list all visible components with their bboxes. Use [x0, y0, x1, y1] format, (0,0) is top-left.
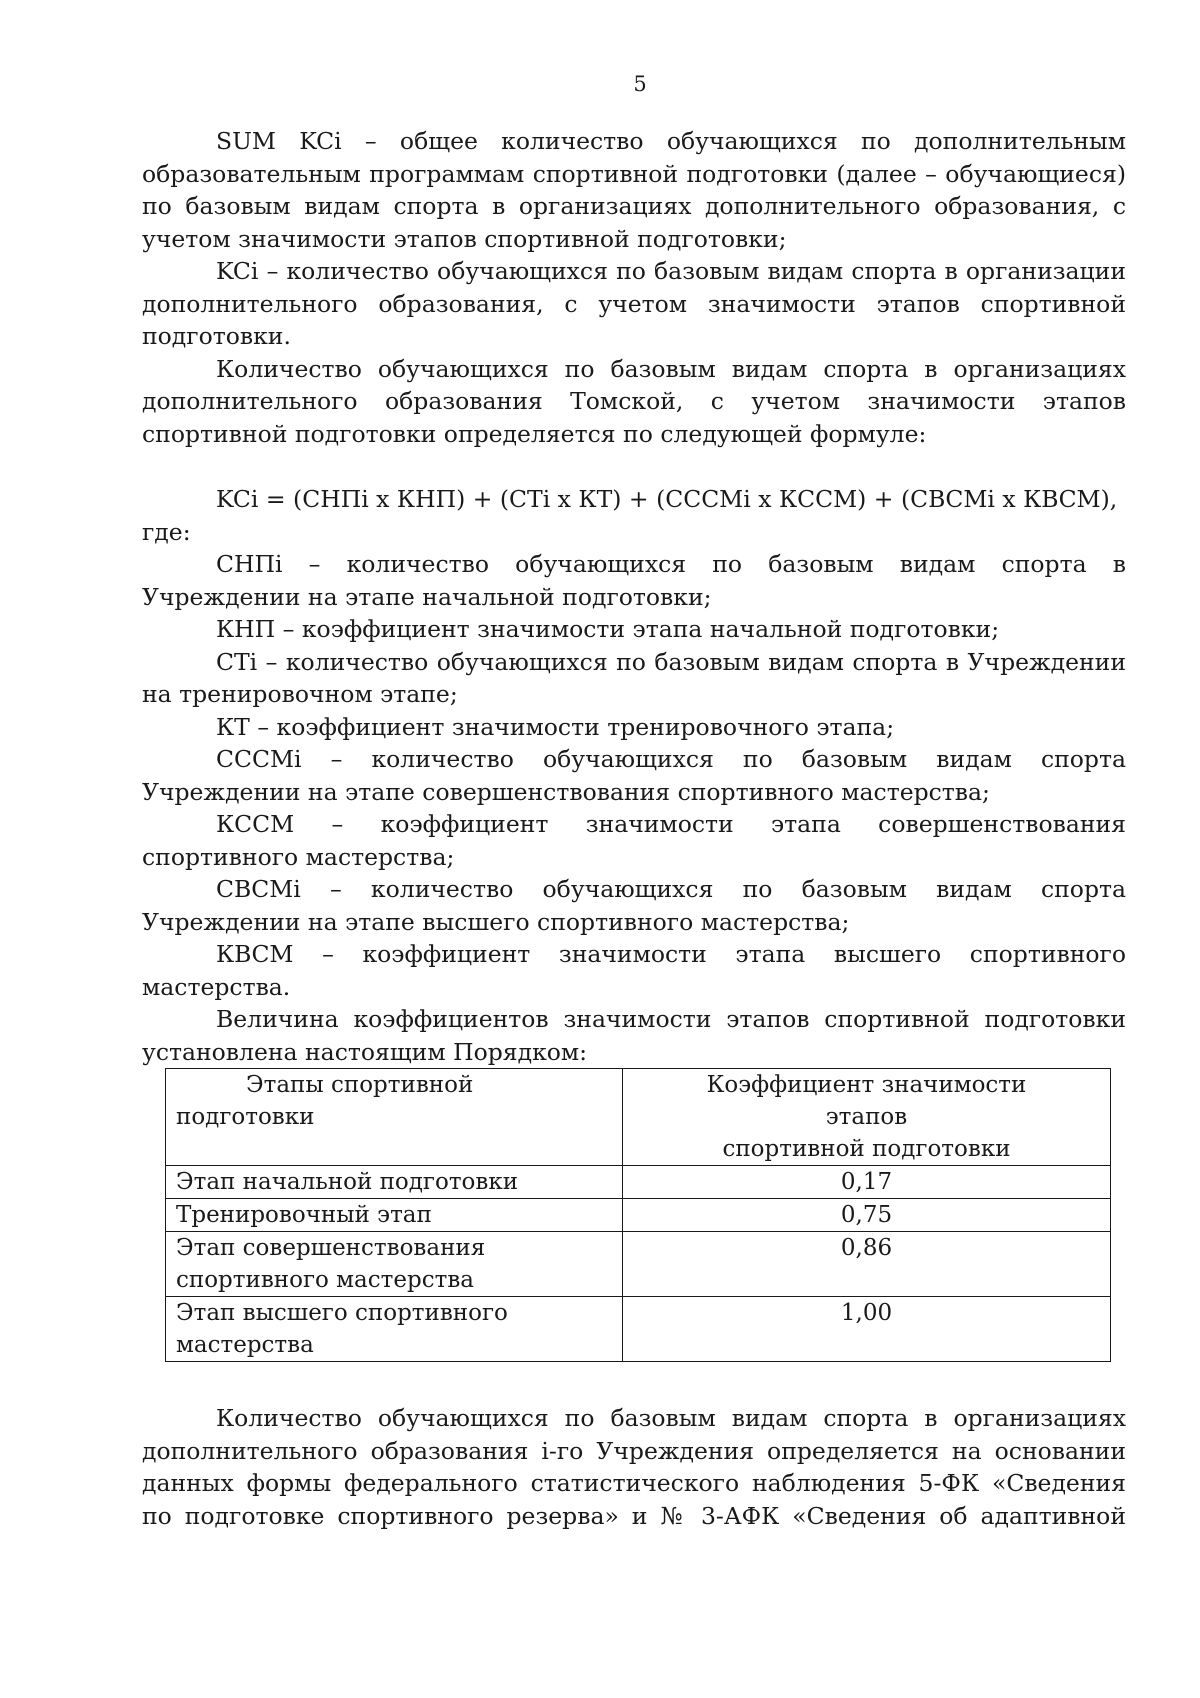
header-coef-line: Коэффициент значимости [706, 1072, 1027, 1098]
closing-paragraph: Количество обучающихся по базовым видам спорта в организациях дополнительного образования i-го Учреждения определяется на основании данных формы федерального статистического наблюдения 5-ФК «Сведения по подготовке спортивного резерва» и № 3-АФК «Сведения об адаптивной [142, 1404, 1126, 1530]
body-text [142, 125, 1126, 1068]
closing-text [142, 1402, 1126, 1532]
paragraph-coefficients-intro: Величина коэффициентов значимости этапов спортивной подготовки установлена настоящим Порядком: [142, 1005, 1126, 1066]
stage-cell: Этап начальной подготовки [166, 1166, 623, 1199]
paragraph-kci: KCi – количество обучающихся по базовым видам спорта в организации дополнительного образования, с учетом значимости этапов спортивной подготовки. [142, 257, 1126, 350]
definition-sssmi: СССМi – количество обучающихся по базовым видам спорта Учреждении на этапе совершенствования спортивного мастерства; [142, 745, 1126, 806]
header-coefficient [623, 1069, 1111, 1166]
definition-kt: КТ – коэффициент значимости тренировочного этапа; [216, 712, 895, 741]
paragraph-formula-intro: Количество обучающихся по базовым видам спорта в организациях дополнительного образования Томской, с учетом значимости этапов спортивной подготовки определяется по следующей формуле: [142, 354, 1126, 448]
page-number: 5 [633, 72, 647, 96]
formula: KCi = (СНПi х КНП) + (СТi х КТ) + (СССМi х КССМ) + (СВСМi х КВСМ), [216, 485, 1118, 513]
definition-sti: СТi – количество обучающихся по базовым видам спорта в Учреждении на тренировочном этапе; [142, 647, 1126, 708]
definition-kvsm: КВСМ – коэффициент значимости этапа высшего спортивного мастерства. [142, 940, 1126, 1001]
table-row [166, 1199, 1111, 1232]
coefficient-cell: 0,17 [623, 1166, 1111, 1199]
table-row [166, 1166, 1111, 1199]
where-label: где: [142, 517, 191, 546]
table-row [166, 1232, 1111, 1297]
coefficients-table [165, 1068, 1111, 1362]
stage-cell: Этап высшего спортивного мастерства [166, 1297, 623, 1362]
header-coef-line: этапов [825, 1104, 908, 1130]
definition-svsmi: СВСМi – количество обучающихся по базовым видам спорта Учреждении на этапе высшего спортивного мастерства; [142, 875, 1126, 936]
definition-kssm: КССМ – коэффициент значимости этапа совершенствования спортивного мастерства; [142, 810, 1126, 871]
table-header-row [166, 1069, 1111, 1166]
header-stage [166, 1069, 623, 1166]
stage-cell: Тренировочный этап [166, 1199, 623, 1232]
definition-snpi: СНПi – количество обучающихся по базовым видам спорта в Учреждении на этапе начальной подготовки; [142, 550, 1126, 611]
definition-knp: КНП – коэффициент значимости этапа начальной подготовки; [216, 615, 1000, 643]
paragraph-sum-kci: SUM KCi – общее количество обучающихся по дополнительным образовательным программам спортивной подготовки (далее – обучающиеся) по базовым видам спорта в организациях дополнительного образования, с учетом значимости этапов спортивной подготовки; [142, 127, 1126, 253]
stage-cell: Этап совершенствования спортивного мастерства [166, 1232, 623, 1297]
coefficient-cell: 0,86 [623, 1232, 1111, 1297]
header-stage-line: Этапы спортивной [246, 1072, 474, 1098]
coefficient-cell: 0,75 [623, 1199, 1111, 1232]
header-coef-line: спортивной подготовки [722, 1136, 1011, 1162]
table-row [166, 1297, 1111, 1362]
coefficient-cell: 1,00 [623, 1297, 1111, 1362]
header-stage-line: подготовки [176, 1104, 315, 1130]
